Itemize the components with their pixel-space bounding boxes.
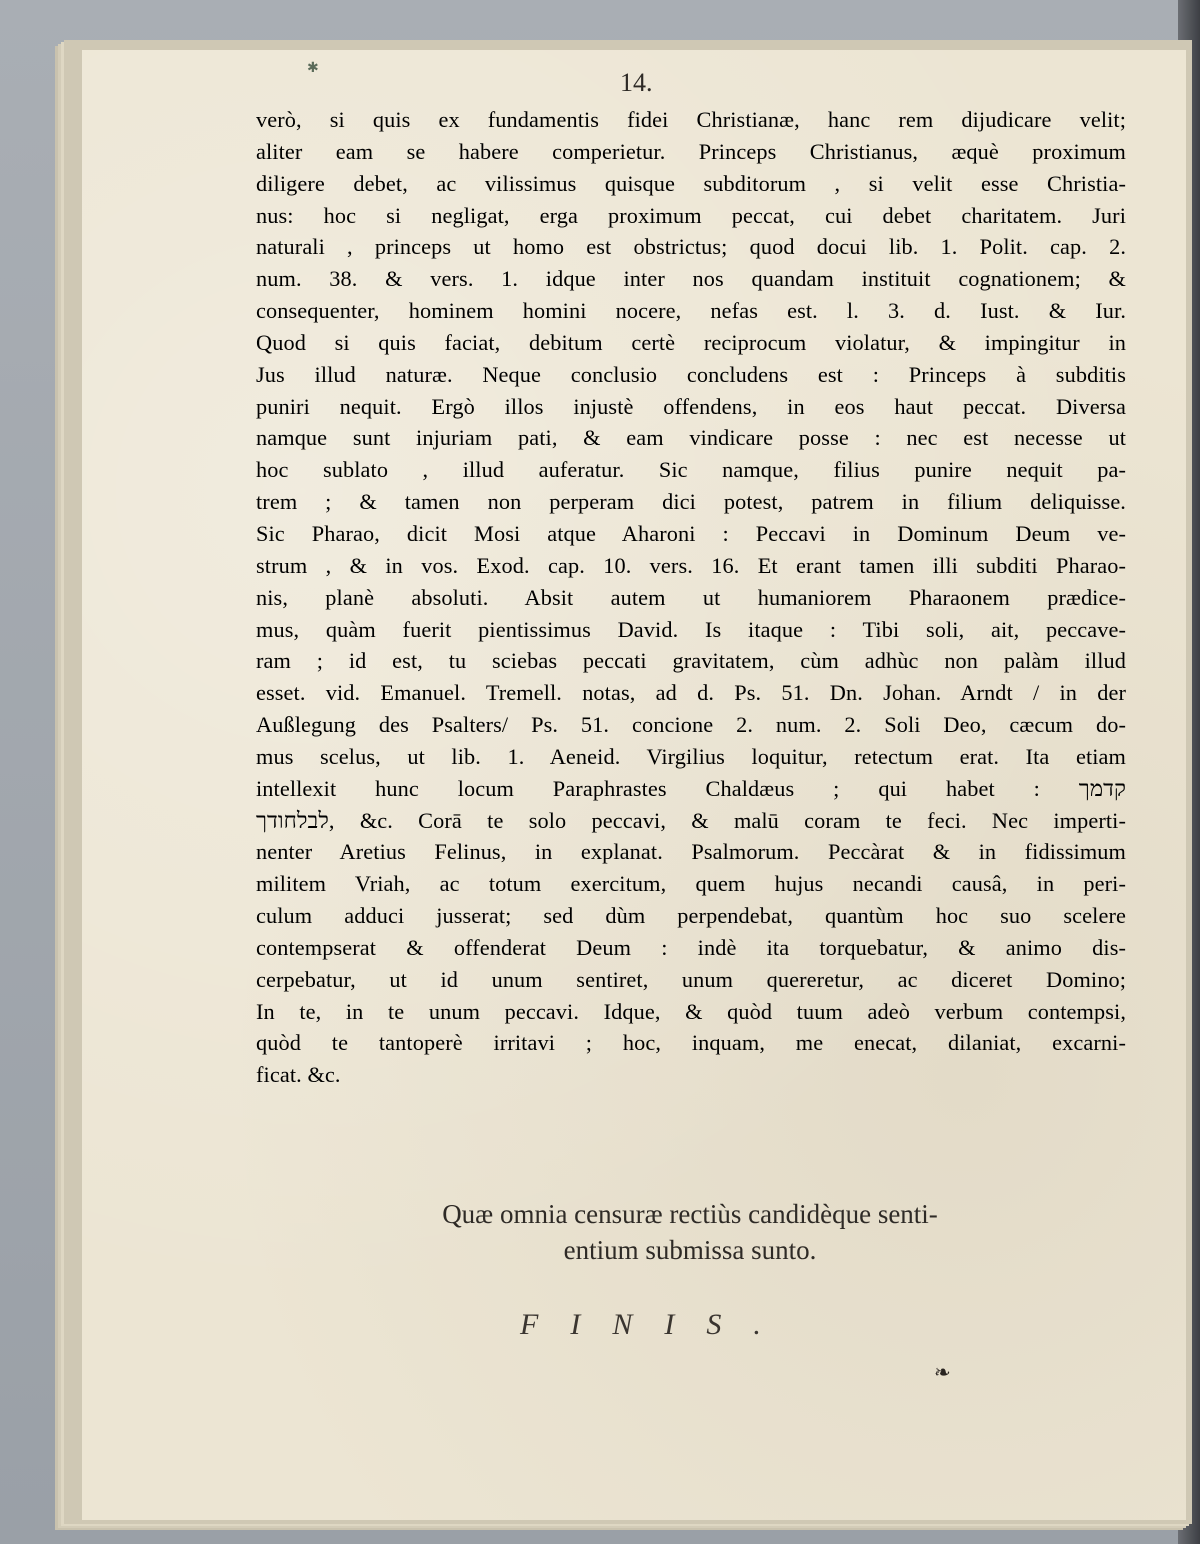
printer-ornament-icon: ❧ [934, 1360, 951, 1384]
text-line: Jus illud naturæ. Neque conclusio concludens est : Princeps à subditis [256, 361, 1126, 387]
text-line: cerpebatur, ut id unum sentiret, unum quereretur, ac diceret Domino; [256, 966, 1126, 992]
text-line: mus scelus, ut lib. 1. Aeneid. Virgilius loquitur, retectum erat. Ita etiam [256, 743, 1126, 769]
text-line: nenter Aretius Felinus, in explanat. Psalmorum. Peccàrat & in fidissimum [256, 839, 1126, 865]
text-line: culum adduci jusserat; sed dùm perpendebat, quantùm hoc suo scelere [256, 903, 1126, 929]
text-line: nis, planè absoluti. Absit autem ut humaniorem Pharaonem prædice- [256, 584, 1126, 610]
text-line: num. 38. & vers. 1. idque inter nos quandam instituit cognationem; & [256, 266, 1126, 292]
text-line: לבלחודך, &c. Corā te solo peccavi, & malū coram te feci. Nec imperti- [256, 807, 1126, 833]
text-line: contempserat & offenderat Deum : indè ita torquebatur, & animo dis- [256, 934, 1126, 960]
body-text [256, 104, 1126, 1091]
paper-spot: ✱ [307, 60, 319, 76]
text-line: esset. vid. Emanuel. Tremell. notas, ad d. Ps. 51. Dn. Johan. Arndt / in der [256, 680, 1126, 706]
text-line: naturali , princeps ut homo est obstrictus; quod docui lib. 1. Polit. cap. 2. [256, 234, 1126, 260]
text-line: puniri nequit. Ergò illos injustè offendens, in eos haut peccat. Diversa [256, 393, 1126, 419]
text-line: verò, si quis ex fundamentis fidei Christianæ, hanc rem dijudicare velit; [256, 107, 1126, 132]
text-line: quòd te tantoperè irritavi ; hoc, inquam, me enecat, dilaniat, excarni- [256, 1030, 1126, 1056]
text-line: trem ; & tamen non perperam dici potest, patrem in filium deliquisse. [256, 489, 1126, 515]
text-line: militem Vriah, ac totum exercitum, quem hujus necandi causâ, in peri- [256, 871, 1126, 897]
text-line: Außlegung des Psalters/ Ps. 51. concione 2. num. 2. Soli Deo, cæcum do- [256, 712, 1126, 738]
text-line: Quod si quis faciat, debitum certè reciprocum violatur, & impingitur in [256, 329, 1126, 355]
text-line: ficat. &c. [256, 1062, 341, 1088]
text-line: strum , & in vos. Exod. cap. 10. vers. 16. Et erant tamen illi subditi Pharao- [256, 552, 1126, 578]
text-line: namque sunt injuriam pati, & eam vindicare posse : nec est necesse ut [256, 425, 1126, 451]
text-line: intellexit hunc locum Paraphrastes Chaldæus ; qui habet : קדמך [256, 775, 1126, 801]
text-line: diligere debet, ac vilissimus quisque subditorum , si velit esse Christia- [256, 170, 1126, 196]
closing-line: Quæ omnia censuræ rectiùs candidèque senti- [442, 1199, 938, 1229]
text-line: Sic Pharao, dicit Mosi atque Aharoni : Peccavi in Dominum Deum ve- [256, 520, 1126, 546]
text-line: mus, quàm fuerit pientissimus David. Is itaque : Tibi soli, ait, peccave- [256, 616, 1126, 642]
text-line: In te, in te unum peccavi. Idque, & quòd tuum adeò verbum contempsi, [256, 998, 1126, 1024]
text-line: hoc sublato , illud auferatur. Sic namque, filius punire nequit pa- [256, 457, 1126, 483]
closing-statement [320, 1196, 1060, 1268]
text-line: nus: hoc si negligat, erga proximum peccat, cui debet charitatem. Juri [256, 202, 1126, 228]
text-line: ram ; id est, tu sciebas peccati gravitatem, cùm adhùc non palàm illud [256, 648, 1126, 674]
text-line: aliter eam se habere comperietur. Princeps Christianus, æquè proximum [256, 138, 1126, 164]
page-number: 14. [620, 68, 653, 97]
text-line: consequenter, hominem homini nocere, nefas est. l. 3. d. Iust. & Iur. [256, 298, 1126, 324]
closing-line: entium submissa sunto. [563, 1235, 817, 1265]
finis-heading: FINIS. [520, 1308, 793, 1341]
